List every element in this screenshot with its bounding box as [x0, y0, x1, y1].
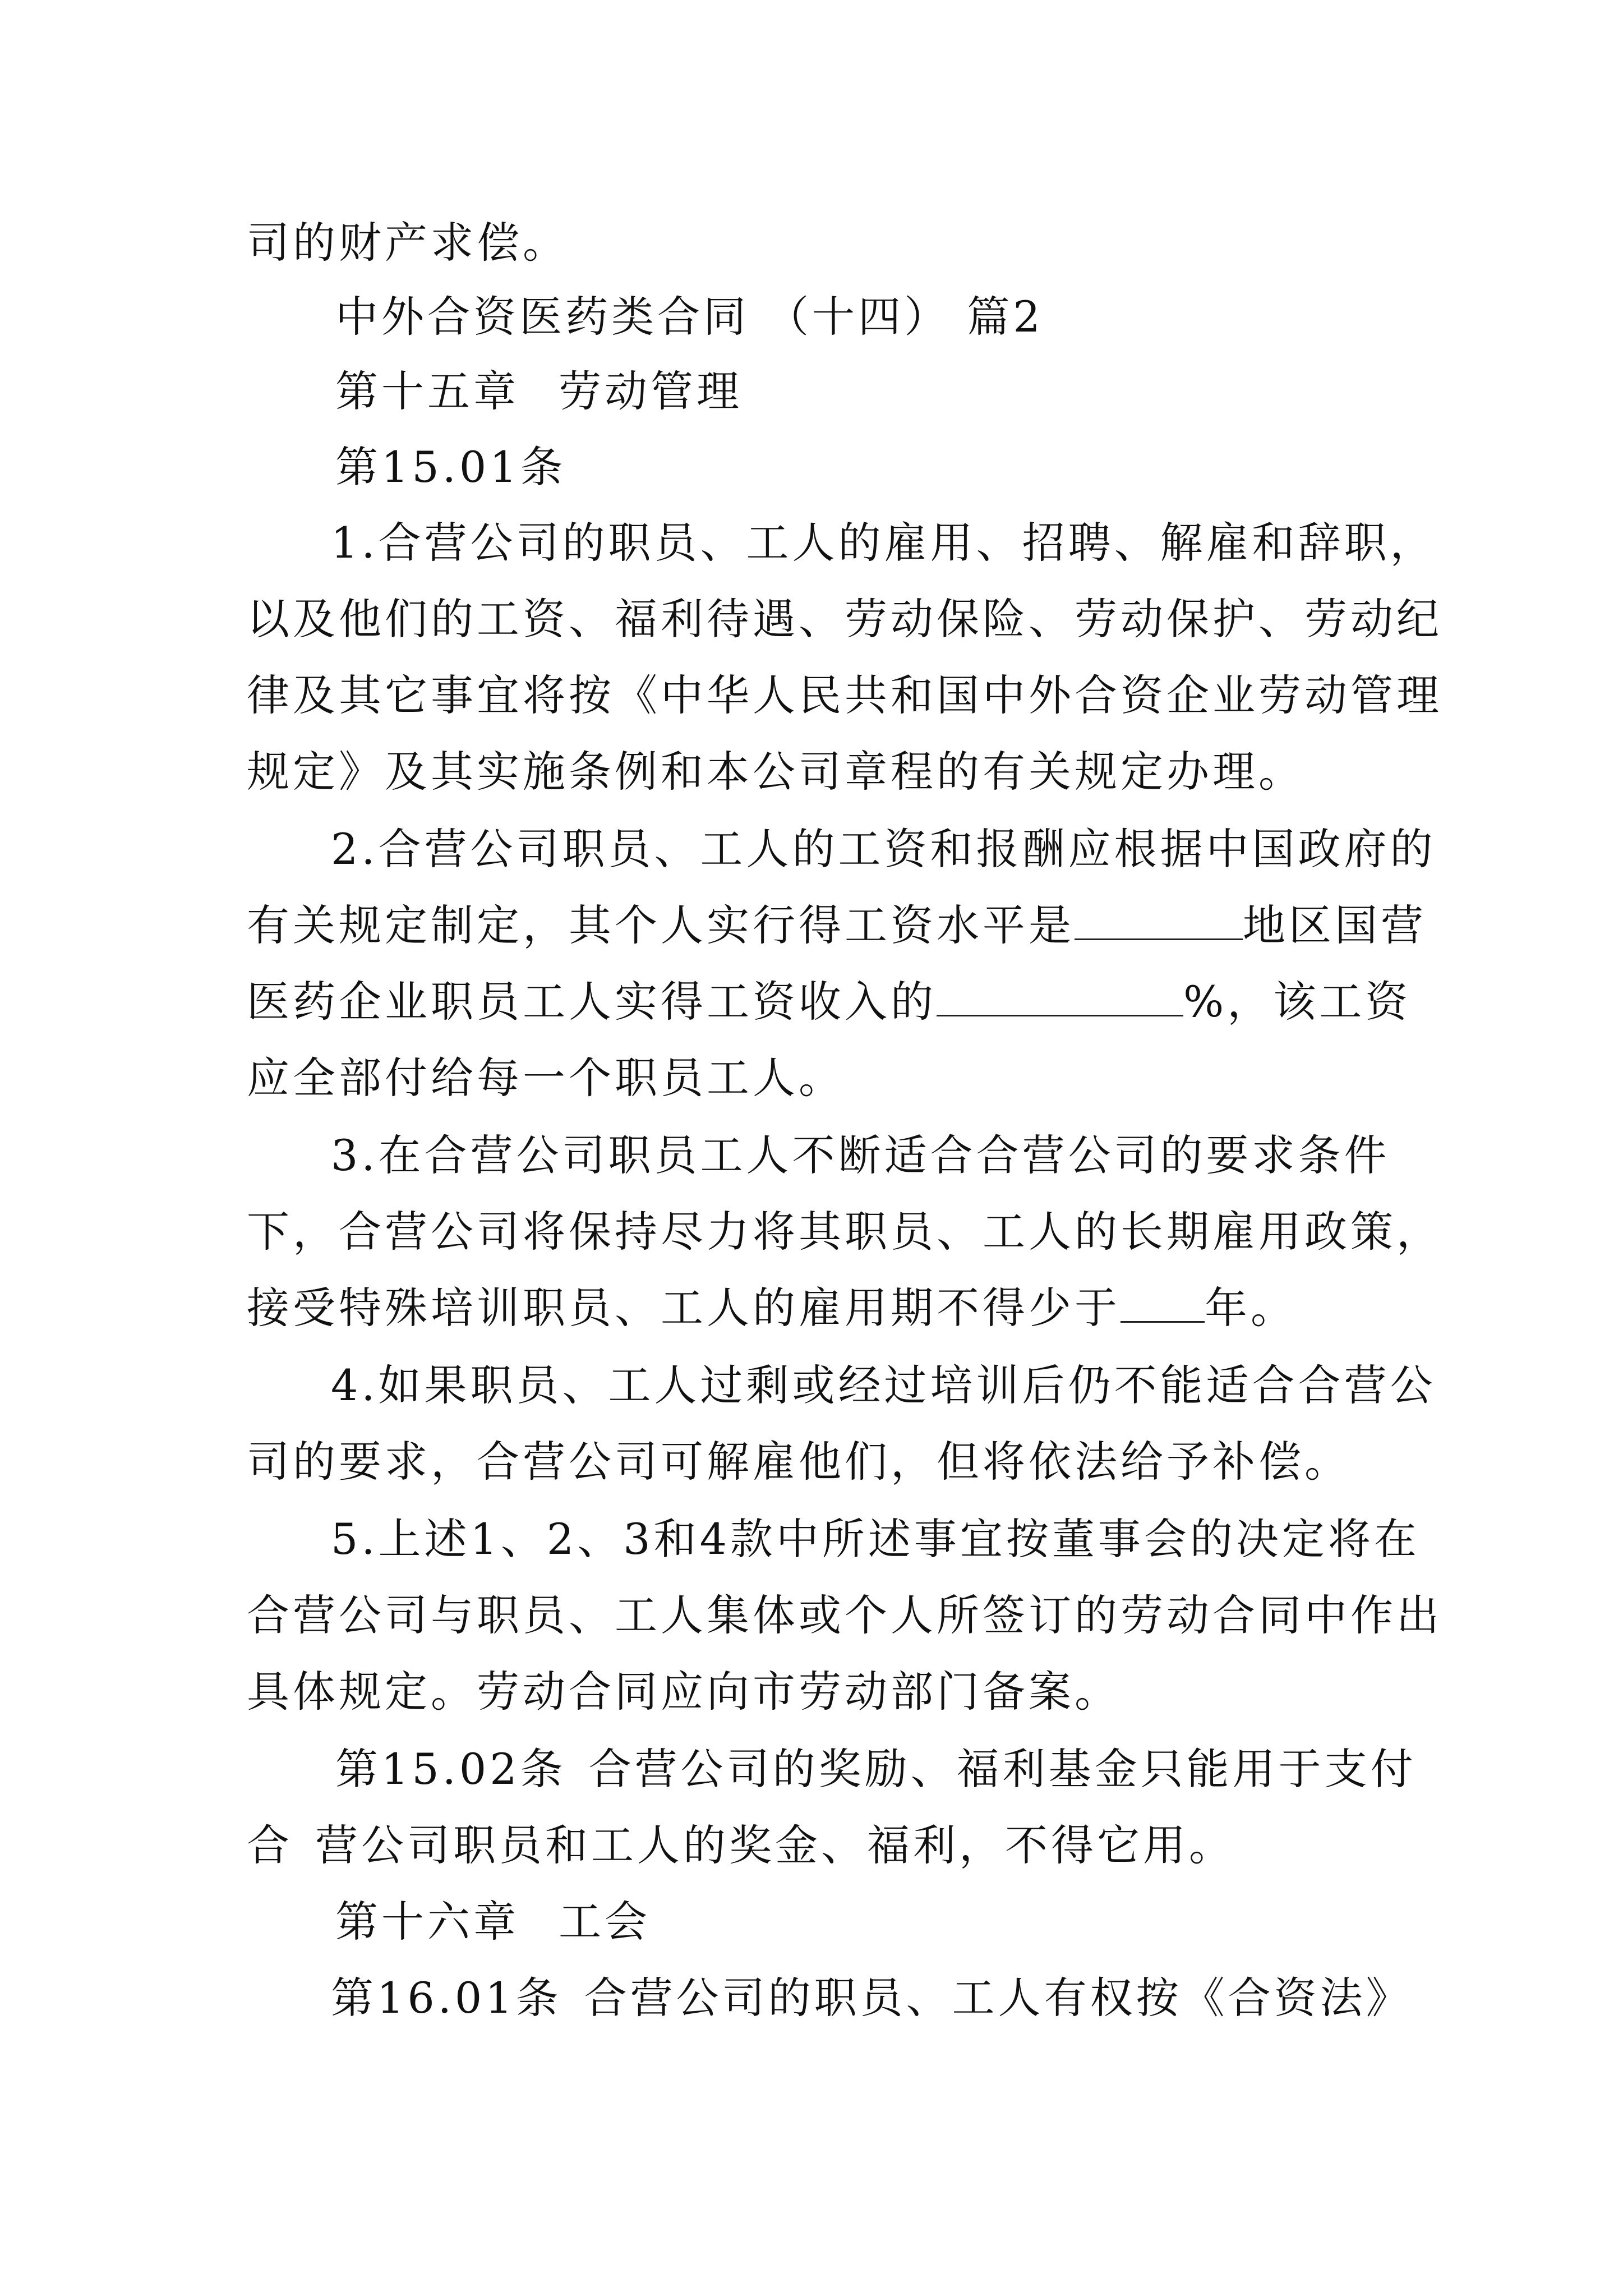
fill-in-blank[interactable]: [1121, 1287, 1205, 1323]
article-paragraph: 第15.02条 合营公司的奖励、福利基金只能用于支付: [335, 1744, 1417, 1794]
chapter-heading: 第十五章 劳动管理: [335, 366, 743, 416]
chapter-heading: 第十六章 工会: [335, 1897, 651, 1947]
paragraph-line: 规定》及其实施条例和本公司章程的有关规定办理。: [247, 747, 1304, 797]
paragraph-line: 合 营公司职员和工人的奖金、福利，不得它用。: [247, 1820, 1235, 1870]
paragraph-line: 具体规定。劳动合同应向市劳动部门备案。: [247, 1667, 1121, 1717]
paragraph-line: 3.在合营公司职员工人不断适合合营公司的要求条件: [331, 1130, 1390, 1180]
article-heading: 第15.01条: [335, 442, 566, 492]
paragraph-line: 医药企业职员工人实得工资收入的 %，该工资: [247, 977, 1412, 1027]
paragraph-line: 4.如果职员、工人过剩或经过培训后仍不能适合合营公: [331, 1360, 1436, 1410]
paragraph-line: 2.合营公司职员、工人的工资和报酬应根据中国政府的: [331, 824, 1436, 874]
text-line: 司的财产求偿。: [247, 218, 569, 268]
paragraph-line: 律及其它事宜将按《中华人民共和国中外合资企业劳动管理: [247, 670, 1442, 720]
fill-in-blank[interactable]: [937, 981, 1183, 1016]
paragraph-line: 1.合营公司的职员、工人的雇用、招聘、解雇和辞职，: [331, 518, 1436, 568]
paragraph-line: 合营公司与职员、工人集体或个人所签订的劳动合同中作出: [247, 1590, 1442, 1640]
paragraph-line: 有关规定制定，其个人实行得工资水平是 地区国营: [247, 900, 1427, 950]
paragraph-line: 应全部付给每一个职员工人。: [247, 1053, 845, 1103]
paragraph-line: 接受特殊培训职员、工人的雇用期不得少于 年。: [247, 1283, 1297, 1333]
article-paragraph: 第16.01条 合营公司的职员、工人有权按《合资法》: [331, 1973, 1412, 2023]
fill-in-blank[interactable]: [1075, 905, 1243, 940]
paragraph-line: 5.上述1、2、3和4款中所述事宜按董事会的决定将在: [331, 1514, 1420, 1564]
paragraph-line: 下，合营公司将保持尽力将其职员、工人的长期雇用政策，: [247, 1207, 1442, 1257]
paragraph-line: 以及他们的工资、福利待遇、劳动保险、劳动保护、劳动纪: [247, 594, 1442, 644]
section-title: 中外合资医药类合同 （十四） 篇2: [335, 292, 1044, 342]
paragraph-line: 司的要求，合营公司可解雇他们，但将依法给予补偿。: [247, 1437, 1350, 1487]
